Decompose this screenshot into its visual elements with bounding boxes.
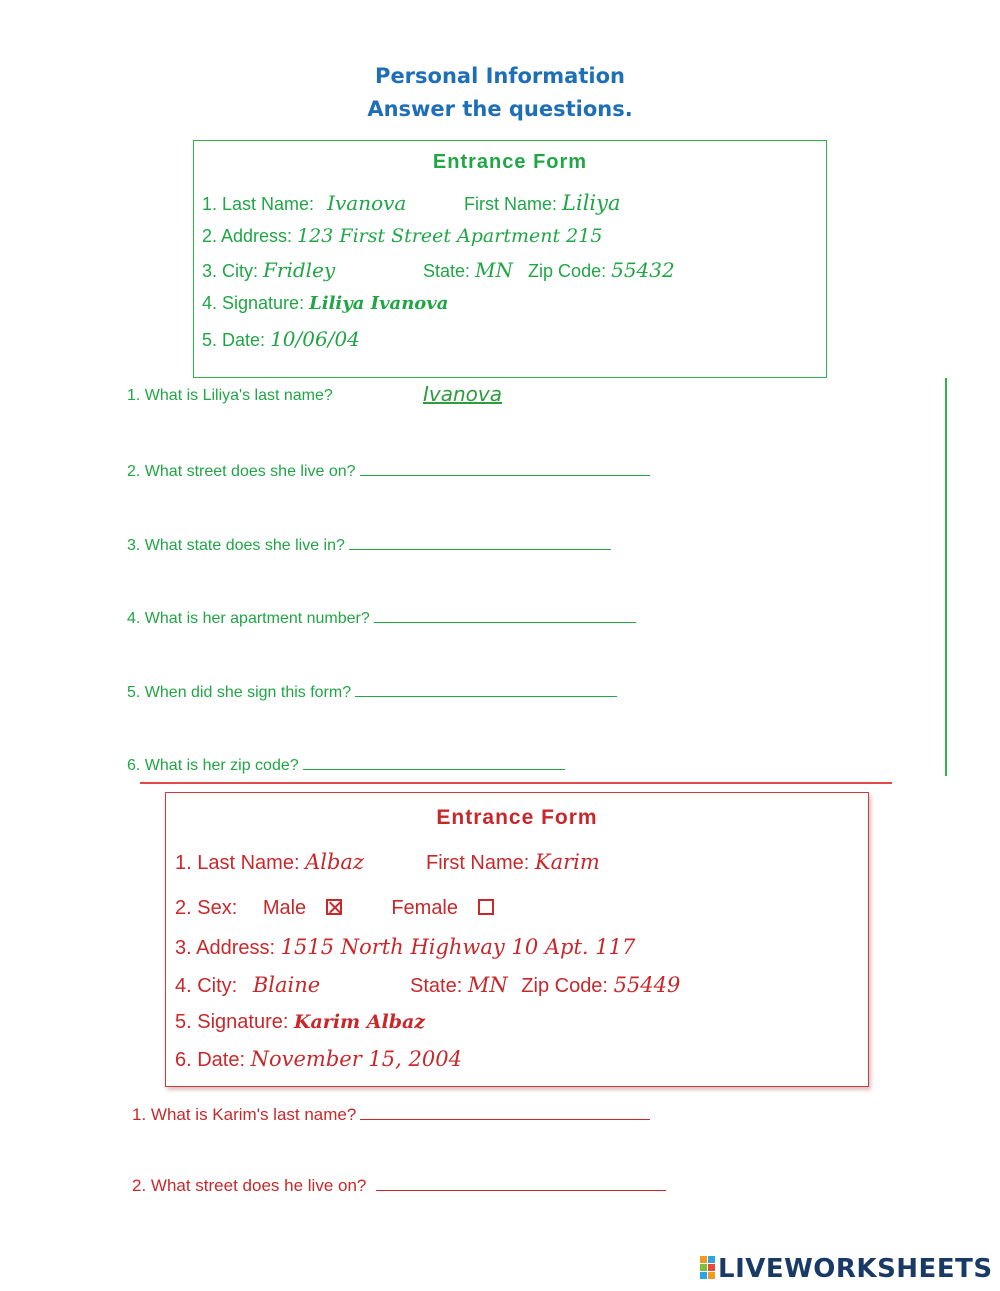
answer-1-blank[interactable]: [360, 1105, 650, 1120]
liveworksheets-logo: [700, 1254, 993, 1284]
answer-4-blank[interactable]: [374, 608, 636, 623]
page-subtitle: Answer the questions.: [367, 97, 633, 121]
date-value: 10/06/04: [270, 327, 360, 351]
signature-label: 5. Signature:: [175, 1011, 289, 1033]
question-3-text: 3. What state does she live in?: [127, 537, 345, 554]
state-label: State:: [423, 261, 471, 281]
male-label: Male: [262, 897, 307, 919]
form-title: Entrance Form: [436, 806, 598, 829]
answer-2-blank[interactable]: [376, 1176, 666, 1191]
question-2-liliya: [127, 461, 650, 481]
first-name-label: First Name:: [426, 852, 530, 874]
zip-label: Zip Code:: [521, 975, 608, 997]
last-name-label: 1. Last Name:: [202, 194, 315, 214]
green-divider-vertical: [945, 378, 947, 776]
first-name-value: Liliya: [562, 191, 621, 215]
question-3-liliya: [127, 535, 611, 555]
question-1-text: 1. What is Karim's last name?: [132, 1105, 357, 1124]
answer-3-blank[interactable]: [349, 535, 611, 550]
city-label: 3. City:: [202, 261, 259, 281]
question-2-text: 2. What street does he live on?: [132, 1176, 367, 1195]
form-row-name: [202, 191, 406, 215]
city-value: Fridley: [263, 258, 336, 282]
question-4-text: 4. What is her apartment number?: [127, 610, 370, 627]
date-label: 6. Date:: [175, 1049, 246, 1071]
address-label: 3. Address:: [175, 937, 276, 959]
form-row-date: [202, 327, 360, 351]
answer-6-blank[interactable]: [303, 755, 565, 770]
question-4-liliya: [127, 608, 636, 628]
form-row-state-zip: [410, 973, 680, 998]
last-name-value: Albaz: [305, 850, 364, 874]
form-row-date: [175, 1047, 462, 1072]
state-label: State:: [410, 975, 463, 997]
form-row-city: [202, 258, 335, 282]
first-name-value: Karim: [534, 850, 600, 874]
female-label: Female: [391, 897, 459, 919]
form-row-first-name: [464, 191, 621, 215]
page-title: Personal Information: [375, 64, 625, 88]
signature-value: Liliya Ivanova: [309, 293, 449, 314]
date-label: 5. Date:: [202, 330, 266, 350]
male-checkbox[interactable]: [326, 899, 342, 915]
zip-value: 55449: [613, 973, 681, 997]
entrance-form-karim: [165, 792, 869, 1087]
question-6-liliya: [127, 755, 565, 775]
sex-label: 2. Sex:: [175, 897, 238, 919]
signature-label: 4. Signature:: [202, 293, 305, 313]
answer-1-liliya[interactable]: Ivanova: [423, 382, 502, 406]
address-label: 2. Address:: [202, 226, 293, 246]
question-2-karim: [132, 1176, 666, 1196]
question-1-karim: [132, 1105, 650, 1125]
question-1-liliya: 1. What is Liliya's last name?: [127, 387, 333, 404]
address-value: 1515 North Highway 10 Apt. 117: [280, 935, 636, 959]
answer-2-blank[interactable]: [360, 461, 650, 476]
logo-text: LIVEWORKSHEETS: [718, 1254, 993, 1284]
signature-value: Karim Albaz: [293, 1011, 426, 1033]
form-row-sex: [175, 897, 494, 920]
form-title: Entrance Form: [432, 151, 588, 173]
form-row-address: [175, 935, 635, 960]
red-divider-horizontal: [140, 782, 892, 784]
question-5-liliya: [127, 682, 617, 702]
form-row-state-zip: [423, 258, 675, 282]
first-name-label: First Name:: [464, 194, 558, 214]
form-row-address: [202, 225, 602, 247]
question-6-text: 6. What is her zip code?: [127, 757, 299, 774]
state-value: MN: [467, 973, 508, 997]
zip-value: 55432: [611, 258, 675, 282]
city-value: Blaine: [252, 973, 321, 997]
zip-label: Zip Code:: [528, 261, 607, 281]
logo-blocks-icon: [700, 1255, 716, 1281]
question-5-text: 5. When did she sign this form?: [127, 684, 352, 701]
entrance-form-liliya: [193, 140, 827, 378]
female-checkbox[interactable]: [478, 899, 494, 915]
form-row-name: [175, 850, 364, 875]
last-name-value: Ivanova: [327, 191, 407, 215]
form-row-first-name: [426, 850, 600, 875]
last-name-label: 1. Last Name:: [175, 852, 300, 874]
answer-5-blank[interactable]: [355, 682, 617, 697]
city-label: 4. City:: [175, 975, 238, 997]
form-row-city: [175, 973, 320, 998]
form-row-signature: [175, 1011, 425, 1034]
question-2-text: 2. What street does she live on?: [127, 463, 356, 480]
address-value: 123 First Street Apartment 215: [297, 225, 603, 247]
date-value: November 15, 2004: [250, 1047, 462, 1071]
form-row-signature: [202, 293, 448, 314]
state-value: MN: [475, 258, 514, 282]
